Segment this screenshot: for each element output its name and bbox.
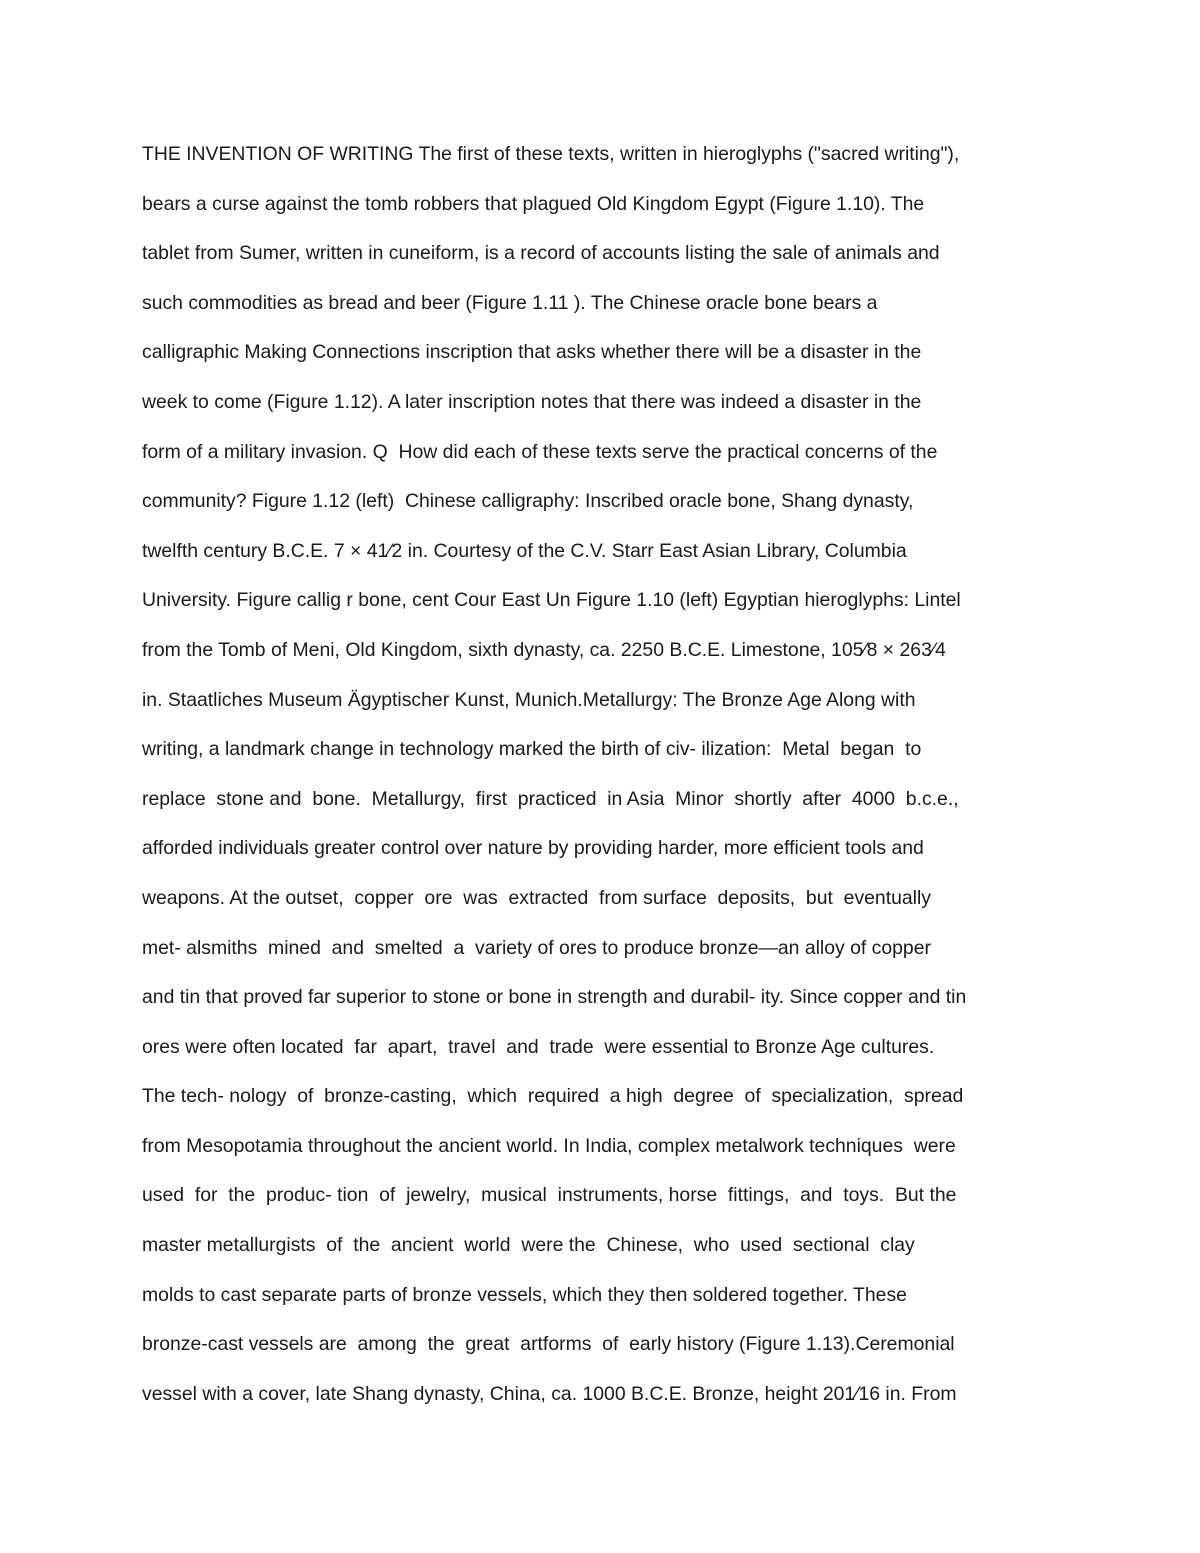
text-line: from Mesopotamia throughout the ancient world. In India, complex metalwork techniques were	[142, 1134, 956, 1157]
text-line: used for the produc- tion of jewelry, musical instruments, horse fittings, and toys. But the	[142, 1184, 957, 1207]
text-line: tablet from Sumer, written in cuneiform, is a record of accounts listing the sale of animals and	[142, 242, 940, 265]
text-line: weapons. At the outset, copper ore was extracted from surface deposits, but eventually	[142, 886, 931, 909]
text-line: writing, a landmark change in technology marked the birth of civ- ilization: Metal began to	[142, 738, 922, 761]
text-line: molds to cast separate parts of bronze vessels, which they then soldered together. These	[142, 1283, 907, 1306]
text-line: met- alsmiths mined and smelted a variety of ores to produce bronze—an alloy of copper	[142, 936, 931, 959]
text-line: and tin that proved far superior to stone or bone in strength and durabil- ity. Since copper and tin	[142, 986, 967, 1009]
text-line: week to come (Figure 1.12). A later inscription notes that there was indeed a disaster in the	[142, 390, 922, 413]
text-line: replace stone and bone. Metallurgy, first practiced in Asia Minor shortly after 4000 b.c.e.,	[142, 787, 959, 810]
text-line: from the Tomb of Meni, Old Kingdom, sixth dynasty, ca. 2250 B.C.E. Limestone, 105⁄8 × 263⁄4	[142, 638, 946, 661]
text-line: University. Figure callig r bone, cent Cour East Un Figure 1.10 (left) Egyptian hieroglyphs: Lintel	[142, 589, 961, 612]
body-text	[142, 139, 1062, 1428]
text-line: such commodities as bread and beer (Figure 1.11 ). The Chinese oracle bone bears a	[142, 291, 878, 314]
text-line: vessel with a cover, late Shang dynasty, China, ca. 1000 B.C.E. Bronze, height 201⁄16 in. From	[142, 1382, 957, 1405]
text-line: master metallurgists of the ancient world were the Chinese, who used sectional clay	[142, 1234, 915, 1257]
text-line: bronze-cast vessels are among the great artforms of early history (Figure 1.13).Ceremonial	[142, 1333, 955, 1356]
text-line: calligraphic Making Connections inscription that asks whether there will be a disaster in the	[142, 341, 922, 364]
text-line: THE INVENTION OF WRITING The first of these texts, written in hieroglyphs ("sacred writing"),	[142, 143, 960, 165]
text-line: twelfth century B.C.E. 7 × 41⁄2 in. Courtesy of the C.V. Starr East Asian Library, Columbia	[142, 539, 907, 562]
text-line: community? Figure 1.12 (left) Chinese calligraphy: Inscribed oracle bone, Shang dynasty,	[142, 490, 914, 513]
text-line: in. Staatliches Museum Ägyptischer Kunst, Munich.Metallurgy: The Bronze Age Along with	[142, 688, 916, 711]
text-line: The tech- nology of bronze-casting, which required a high degree of specialization, spread	[142, 1085, 964, 1108]
text-line: afforded individuals greater control over nature by providing harder, more efficient tools and	[142, 837, 924, 860]
text-line: form of a military invasion. Q How did each of these texts serve the practical concerns of the	[142, 440, 938, 463]
text-line: ores were often located far apart, travel and trade were essential to Bronze Age cultures.	[142, 1035, 935, 1058]
text-line: bears a curse against the tomb robbers that plagued Old Kingdom Egypt (Figure 1.10). The	[142, 192, 925, 215]
